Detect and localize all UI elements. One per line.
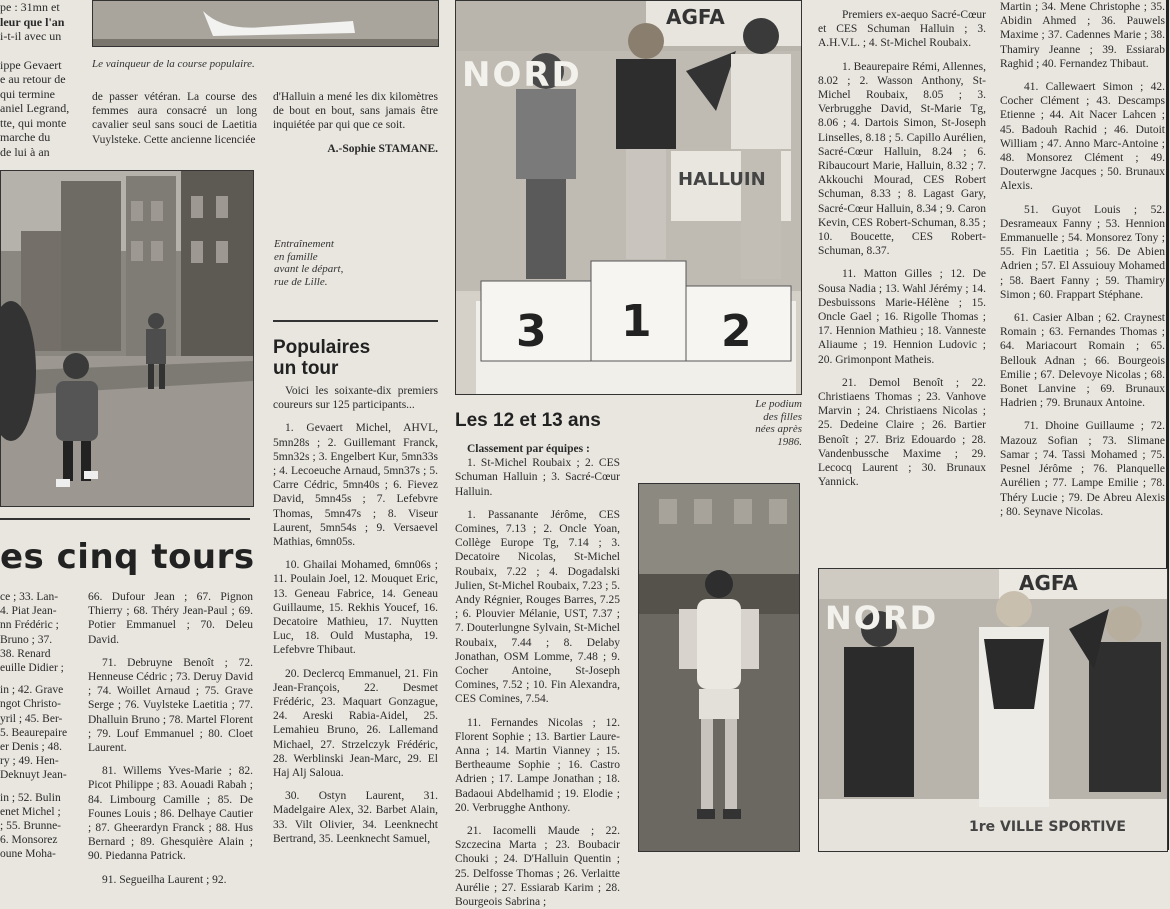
section-rule (273, 320, 438, 322)
photo-runner-shoe (92, 0, 439, 47)
text-line: pe : 31mn et (0, 0, 60, 14)
headline-rule (0, 518, 250, 520)
caption-podium: Le podium des filles nées après 1986. (755, 398, 802, 448)
podium-wall-text: NORD (462, 55, 582, 95)
paragraph: 91. Segueilha Laurent ; 92. (102, 873, 227, 886)
paragraph: 1. Passanante Jérôme, CES Comines, 7.13 ; 2. Oncle Yoan, Collège Europe Tg, 7.14 ; 3. Decatoire Nicolas, St-Michel Roubaix, 7.22 ; 4. Dogadalski Julien, St-Michel Roubaix, 7.23 ; 5. Andy Régnier, Rouges Barres, 7.25 ; 6. Plouvier Mélanie, UST, 7.37 ; 7. Douterlungne Sylvain, St-Michel Roubaix, 7.44 ; 8. Delaby Jonathan, OSM Lomme, 7.48 ; 9. Cocher Antoine, St-Joseph Comines, 7.52 ; 10. Fin Alexandra, CES Comines, 7.54. (455, 508, 620, 706)
title-line: un tour (273, 358, 339, 379)
paragraph: 10. Ghailai Mohamed, 6mn06s ; 11. Poulain Joel, 12. Mouquet Eric, 13. Geneau Fabrice, 14. Geneau Guillaume, 15. Rekhis Youcef, 16. Decatoire Mathieu, 17. Nuytten Luc, 18. Ould Mustapha, 19. Lefebvre Thibaut. (273, 559, 438, 657)
photo-podium-boys (818, 568, 1168, 852)
text-line: i-t-il avec un (0, 29, 62, 43)
paragraph: 30. Ostyn Laurent, 31. Madelgaire Alex, 32. Barbet Alain, 33. Vilt Olivier, 34. Leenknecht Bertrand, 35. Leenknecht Samuel, (273, 790, 438, 845)
paragraph: Premiers ex-aequo Sacré-Cœur et CES Schuman Halluin ; 3. A.H.V.L. ; 4. St-Michel Roubaix. (818, 9, 986, 50)
text-line: marche du (0, 130, 51, 144)
results-col-e (1000, 0, 1165, 560)
podium-banner-text: AGFA (666, 5, 725, 29)
text-line: 4. Piat Jean- (0, 605, 57, 618)
text-line: Deknuyt Jean- (0, 769, 67, 782)
classement-title: Classement par équipes : (467, 443, 590, 455)
text-line: ce ; 33. Lan- (0, 591, 59, 603)
caption-vainqueur: Le vainqueur de la course populaire. (92, 58, 255, 70)
photo-street-runners (0, 170, 254, 507)
paragraph: d'Halluin a mené les dix kilomètres de bout en bout, sans jamais être inquiétée par qui que ce soit. (273, 91, 438, 132)
paragraph: 21. Iacomelli Maude ; 22. Szczecina Marta ; 23. Boubacir Chouki ; 24. D'Halluin Quentin ; 25. Delfosse Thomas ; 26. Verlaitte Aurélie ; 27. Essiarab Karim ; 28. Bourgeois Sabrina ; (455, 825, 620, 909)
author-signature: A.-Sophie STAMANE. (327, 142, 438, 155)
paragraph: 81. Willems Yves-Marie ; 82. Picot Philippe ; 83. Aouadi Rabah ; 84. Limbourg Camille ; 85. De Founes Louis ; 86. Delhaye Cautier ; 87. Gheerardyn Franck ; 88. Hus Bernard ; 89. Ghesquière Alain ; 90. Piedanna Patrick. (88, 765, 253, 863)
paragraph: 66. Dufour Jean ; 67. Pignon Thierry ; 68. Théry Jean-Paul ; 69. Potier Emmanuel ; 70. Deleu David. (88, 591, 253, 646)
podium-step-1: 1 (621, 296, 652, 347)
text-line: de lui à an (0, 144, 50, 159)
paragraph: Voici les soixante-dix premiers coureurs sur 125 participants... (273, 385, 438, 412)
text-line: enet Michel ; (0, 805, 61, 818)
populaires-col (273, 384, 438, 850)
podium-step-3: 3 (516, 306, 547, 357)
title-line: Populaires (273, 337, 371, 358)
text-line: er Denis ; 48. (0, 741, 62, 754)
podium-step-2: 2 (721, 306, 752, 357)
paragraph: 71. Dhoine Guillaume ; 72. Mazouz Sofian ; 73. Slimane Samar ; 74. Tassi Mohamed ; 75. Pesnel Jérôme ; 76. Planquelle Aurélien ; 77. Lampe Emilie ; 78. Théry Lucie ; 79. De Abreu Alexis ; 80. Seynave Nicolas. (1000, 420, 1165, 518)
text-line: 38. Renard (0, 647, 51, 660)
paragraph: de passer vétéran. La course des femmes aura consacré un long cavalier seul sans souci de Laetitia Vuylsteke. Cette ancienne licenciée (92, 91, 257, 146)
headline-cinq-tours: es cinq tours (0, 537, 255, 577)
text-line: nn Frédéric ; (0, 619, 59, 632)
paragraph: 71. Debruyne Benoît ; 72. Henneuse Cédric ; 73. Deruy David ; 74. Woillet Arnaud ; 75. Grave Serge ; 76. Vuylsteke Laetitia ; 77. Dhalluin Bruno ; 78. Martel Florent ; 79. Louf Emmanuel ; 80. Cloet Laurent. (88, 656, 253, 755)
text-line: yril ; 45. Ber- (0, 712, 63, 725)
text-line: 6. Monsorez (0, 834, 58, 847)
douze-treize-title: Les 12 et 13 ans (455, 410, 601, 431)
text-line: aniel Legrand, (0, 101, 70, 115)
paragraph: 51. Guyot Louis ; 52. Desrameaux Fanny ; 53. Hennion Emmanuelle ; 54. Monsorez Tony ; 55. Fin Laetitia ; 56. De Abien Adrien ; 57. El Assuiouy Mohamed ; 58. Baert Fanny ; 59. Thamiry Simon ; 60. Frappart Stéphane. (1000, 203, 1165, 301)
results-col-d (818, 8, 986, 568)
paragraph: 61. Casier Alban ; 62. Craynest Romain ; 63. Fernandes Thomas ; 64. Mariacourt Romain ; 65. Bellouk Adnan ; 66. Bourgeois Emilie ; 67. Delevoye Nicolas ; 68. Bonet Lanvine ; 69. Brunaux Hadrien ; 79. Brunaux Antoine. (1000, 312, 1165, 410)
podium-sign-text: HALLUIN (678, 169, 766, 190)
text-line: Bruno ; 37. (0, 633, 53, 646)
article-col-b (273, 90, 438, 170)
text-line (0, 44, 78, 58)
text-line: e au retour de (0, 72, 66, 86)
photo-wall-text: NORD (825, 599, 939, 637)
text-line: in ; 42. Grave (0, 684, 64, 697)
left-top-fragment (0, 0, 78, 165)
text-line: leur que l'an (0, 14, 65, 29)
photo-banner-text: AGFA (1019, 571, 1078, 595)
text-line: oune Moha- (0, 848, 56, 861)
text-line: ngot Christo- (0, 698, 62, 711)
douze-treize-col (455, 442, 620, 909)
paragraph: 41. Callewaert Simon ; 42. Cocher Clément ; 43. Descamps Etienne ; 44. Ait Nacer Lahcen ; 45. Badouh Rachid ; 46. Dutoit William ; 47. Anno Marc-Antoine ; 48. Monsorez Clément ; 49. Douterwgne Jacques ; 50. Brunaux Alexis. (1000, 81, 1165, 193)
photo-runner-boy (638, 483, 800, 852)
results-col-c (88, 590, 253, 886)
populaires-title (273, 337, 370, 379)
photo-sign-text: 1re VILLE SPORTIVE (969, 819, 1126, 835)
text-line (0, 783, 72, 791)
text-line (0, 675, 72, 683)
caption-entrainement: Entraînement en famille avant le départ, rue de Lille. (274, 238, 344, 288)
text-line: tte, qui monte (0, 115, 67, 130)
paragraph: Martin ; 34. Mene Christophe ; 35. Abidin Ahmed ; 36. Pauwels Maxime ; 37. Cadennes Marie ; 38. Thamiry Jeanne ; 39. Essiarab Raghid ; 40. Fernandez Thibaut. (1000, 1, 1165, 70)
paragraph: 1. St-Michel Roubaix ; 2. CES Schuman Halluin ; 3. Sacré-Cœur Halluin. (455, 457, 620, 498)
text-line: ry ; 49. Hen- (0, 755, 59, 768)
paragraph: 11. Matton Gilles ; 12. De Sousa Nadia ; 13. Wahl Jérémy ; 14. Desbuissons Marie-Hélène ; 15. Oncle Gael ; 16. Rigolle Thomas ; 17. Hennion Mathieu ; 18. Vanneste Aliaume ; 19. Hennion Ludovic ; 20. Grimonpont Matheis. (818, 268, 986, 366)
paragraph: 1. Gevaert Michel, AHVL, 5mn28s ; 2. Guillemant Franck, 5mn32s ; 3. Engelbert Kur, 5mn33s ; 4. Lecoeuche Arnaud, 5mn37s ; 5. Carre Cédric, 5mn40s ; 6. Fievez David, 5mn45s ; 7. Lefebvre Thomas, 5mn47s ; 8. Viseur Laurent, 5mn54s ; 9. Versaevel Mathias, 6mn05s. (273, 422, 438, 549)
photo-podium-girls (455, 0, 802, 395)
text-line: qui termine (0, 86, 55, 101)
text-line: euille Didier ; (0, 662, 64, 675)
article-col-a (92, 90, 257, 170)
paragraph: 11. Fernandes Nicolas ; 12. Florent Sophie ; 13. Bartier Laure-Anna ; 14. Martin Vianney ; 15. Bertheaume Sophie ; 16. Castro Adrien ; 17. Lampe Jonathan ; 18. Badaoui Abdelhamid ; 19. Elodie ; 20. Verbrugghe Anthony. (455, 716, 620, 814)
text-line: ippe Gevaert (0, 57, 62, 72)
left-bottom-fragment (0, 590, 72, 861)
text-line: in ; 52. Bulin (0, 791, 61, 804)
text-line: 5. Beaurepaire (0, 726, 68, 739)
text-line: ; 55. Brunne- (0, 820, 62, 833)
paragraph: 1. Beaurepaire Rémi, Allennes, 8.02 ; 2. Wasson Anthony, St-Michel Roubaix, 8.05 ; 3. Verbrugghe David, St-Marie Tg, 8.06 ; 4. Dartois Simon, St-Joseph Linselles, 8.18 ; 5. Capillo Aurélien, Sacré-Cœur Halluin, 8.24 ; 6. Ribaucourt Marie, Halluin, 8.32 ; 7. Akkouchi Mourad, CES Robert Schuman, 8.33 ; 8. Lagast Gary, Sacré-Cœur Halluin, 8.34 ; 9. Caron Kevin, CES Robert-Schuman, 8.35 ; 10. Boucette, CES Robert-Schuman, 8.37. (818, 60, 986, 258)
paragraph: 20. Declercq Emmanuel, 21. Fin Jean-François, 22. Desmet Frédéric, 23. Maquart Gonzague, 24. Areski Rabia-Aidel, 25. Lemahieu Bruno, 26. Lallemand Michael, 27. Strzelczyk Frédéric, 28. Werblinski Jean-Marc, 29. El Haj Alj Saloua. (273, 667, 438, 780)
paragraph: 21. Demol Benoît ; 22. Christiaens Thomas ; 23. Vanhove Marvin ; 24. Christiaens Nicolas ; 25. Dedeine Claire ; 26. Bartier Benoît ; 27. Briz Edouardo ; 28. Vandenbussche Maxime ; 29. Lecocq Laurent ; 30. Brunaux Yannick. (818, 376, 986, 489)
